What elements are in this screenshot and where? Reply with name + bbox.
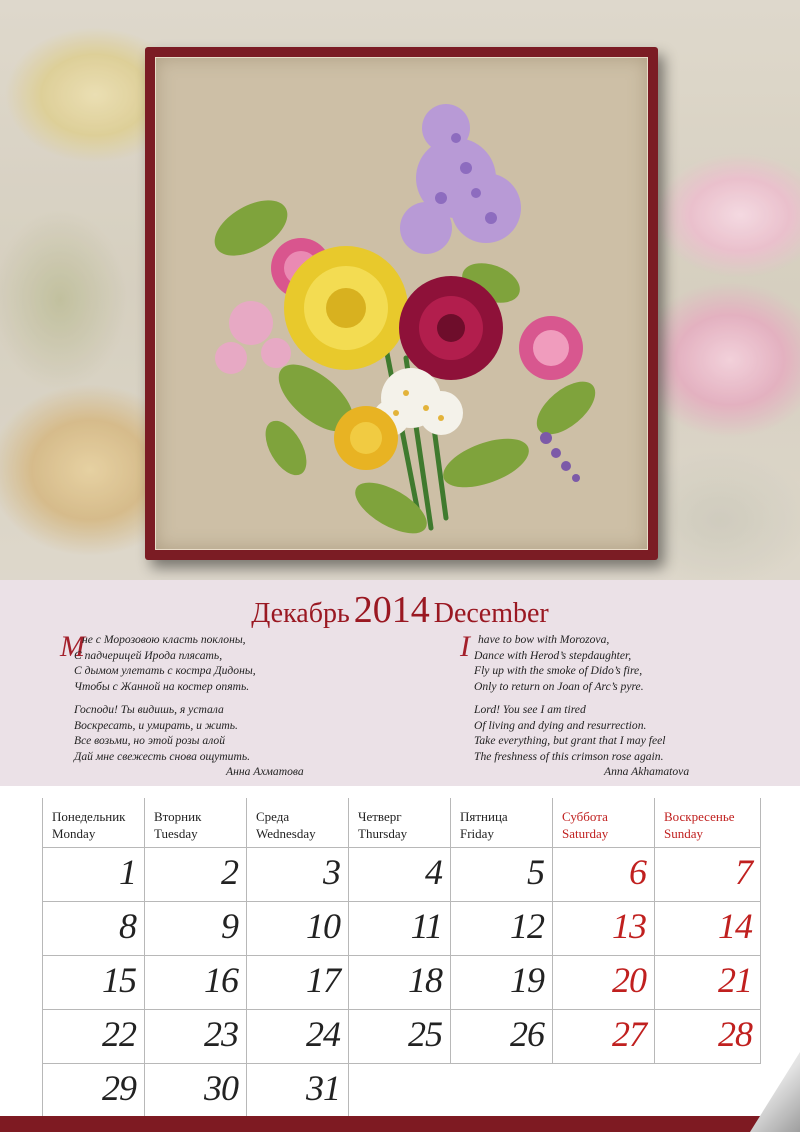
year-label: 2014 (353, 589, 430, 631)
day-number: 26 (510, 1014, 544, 1054)
weekday-ru: Понедельник (52, 809, 126, 824)
empty-day-cell (451, 1064, 553, 1118)
poem-line: С падчерицей Ирода плясать, (74, 648, 223, 662)
weekday-en: Wednesday (256, 826, 316, 841)
weekday-ru: Суббота (562, 809, 608, 824)
poem-ru (74, 632, 256, 772)
day-number: 8 (119, 906, 136, 946)
poem-en-stanza-2 (474, 702, 665, 764)
month-name-en: December (433, 598, 549, 629)
week-row (43, 902, 761, 956)
day-number: 21 (718, 960, 752, 1000)
day-number: 30 (204, 1068, 238, 1108)
day-number: 31 (306, 1068, 340, 1108)
day-number: 6 (629, 852, 646, 892)
calendar-weeks (43, 848, 761, 1118)
day-cell (655, 902, 761, 956)
weekday-en: Tuesday (154, 826, 198, 841)
poem-line: Все возьми, но этой розы алой (74, 734, 226, 747)
weekday-header (451, 798, 553, 848)
poem-en-author: Anna Akhamatova (604, 765, 690, 778)
poem-line: Дай мне свежесть снова ощутить. (74, 749, 251, 763)
day-number: 3 (323, 852, 340, 892)
poem-line: have to bow with Morozova, (478, 633, 610, 646)
week-row (43, 1010, 761, 1064)
day-cell (349, 848, 451, 902)
poem-line: Fly up with the smoke of Dido’s fire, (474, 664, 643, 677)
poem-line: Only to return on Joan of Arc’s pyre. (474, 679, 644, 693)
day-number: 10 (306, 906, 340, 946)
weekday-ru: Четверг (358, 809, 402, 824)
day-number: 17 (306, 960, 340, 1000)
day-cell (553, 956, 655, 1010)
poem-ru-dropcap: М (60, 630, 85, 663)
day-cell (451, 848, 553, 902)
poem-line: Господи! Ты видишь, я устала (74, 703, 224, 716)
poem-line: С дымом улетать с костра Дидоны, (74, 664, 256, 677)
day-cell (43, 902, 145, 956)
poem-line: Lord! You see I am tired (474, 703, 586, 716)
poem-ru-stanza-1 (74, 632, 256, 694)
day-cell (451, 902, 553, 956)
day-cell (43, 1010, 145, 1064)
day-cell (145, 1064, 247, 1118)
day-number: 4 (425, 852, 442, 892)
calendar-grid (42, 798, 761, 1118)
day-number: 29 (102, 1068, 136, 1108)
weekday-en: Thursday (358, 826, 408, 841)
poem-en-dropcap: I (460, 630, 470, 663)
day-cell (655, 848, 761, 902)
picture-frame (145, 47, 658, 560)
day-number: 2 (221, 852, 238, 892)
day-cell (43, 956, 145, 1010)
day-cell (451, 956, 553, 1010)
day-cell (655, 1010, 761, 1064)
week-row (43, 1064, 761, 1118)
day-number: 13 (612, 906, 646, 946)
month-title (0, 588, 800, 632)
day-number: 12 (510, 906, 544, 946)
weekday-header (43, 798, 145, 848)
weekday-en: Friday (460, 826, 494, 841)
weekday-en: Monday (52, 826, 96, 841)
weekday-header (655, 798, 761, 848)
poem-ru-author: Анна Ахматова (226, 765, 304, 778)
weekday-en: Sunday (664, 826, 703, 841)
day-number: 1 (119, 852, 136, 892)
day-cell (145, 902, 247, 956)
weekday-ru: Среда (256, 809, 290, 824)
day-cell (451, 1010, 553, 1064)
weekday-header (145, 798, 247, 848)
day-cell (145, 848, 247, 902)
empty-day-cell (553, 1064, 655, 1118)
poem-line: Чтобы с Жанной на костер опять. (74, 679, 250, 693)
poem-line: The freshness of this crimson rose again. (474, 749, 664, 763)
weekday-en: Saturday (562, 826, 609, 841)
day-number: 5 (527, 852, 544, 892)
day-number: 9 (221, 906, 238, 946)
day-number: 16 (204, 960, 238, 1000)
poem-line: Take everything, but grant that I may feel (474, 734, 666, 747)
embroidery-picture (155, 57, 648, 550)
day-number: 11 (410, 906, 442, 946)
day-cell (247, 902, 349, 956)
day-cell (655, 956, 761, 1010)
week-row (43, 848, 761, 902)
weekday-header (349, 798, 451, 848)
month-name-ru: Декабрь (251, 598, 350, 629)
weekday-header-row (43, 798, 761, 848)
empty-day-cell (349, 1064, 451, 1118)
flower-bouquet-image (156, 58, 647, 549)
day-number: 27 (612, 1014, 646, 1054)
day-number: 14 (718, 906, 752, 946)
weekday-ru: Пятница (460, 809, 508, 824)
bottom-strip (0, 1116, 800, 1132)
empty-day-cell (655, 1064, 761, 1118)
weekday-ru: Вторник (154, 809, 202, 824)
day-number: 19 (510, 960, 544, 1000)
week-row (43, 956, 761, 1010)
day-cell (247, 1010, 349, 1064)
poem-en-stanza-1 (474, 632, 665, 694)
day-number: 28 (718, 1014, 752, 1054)
day-cell (553, 1010, 655, 1064)
day-cell (349, 956, 451, 1010)
day-number: 22 (102, 1014, 136, 1054)
day-number: 23 (204, 1014, 238, 1054)
day-number: 18 (408, 960, 442, 1000)
day-cell (349, 1010, 451, 1064)
day-number: 15 (102, 960, 136, 1000)
day-number: 20 (612, 960, 646, 1000)
day-cell (553, 902, 655, 956)
day-number: 25 (408, 1014, 442, 1054)
day-cell (247, 956, 349, 1010)
day-cell (43, 1064, 145, 1118)
poem-line: не с Морозовою класть поклоны, (82, 633, 246, 646)
day-cell (145, 1010, 247, 1064)
day-cell (145, 956, 247, 1010)
poem-line: Of living and dying and resurrection. (474, 718, 647, 732)
day-number: 7 (735, 852, 752, 892)
weekday-ru: Воскресенье (664, 809, 735, 824)
day-cell (349, 902, 451, 956)
poem-ru-stanza-2 (74, 702, 256, 764)
weekday-header (553, 798, 655, 848)
weekday-header (247, 798, 349, 848)
day-cell (553, 848, 655, 902)
poem-en (474, 632, 666, 772)
day-cell (247, 1064, 349, 1118)
poem-line: Dance with Herod’s stepdaughter, (474, 648, 632, 662)
day-number: 24 (306, 1014, 340, 1054)
day-cell (247, 848, 349, 902)
day-cell (43, 848, 145, 902)
poem-line: Воскресать, и умирать, и жить. (74, 718, 238, 732)
